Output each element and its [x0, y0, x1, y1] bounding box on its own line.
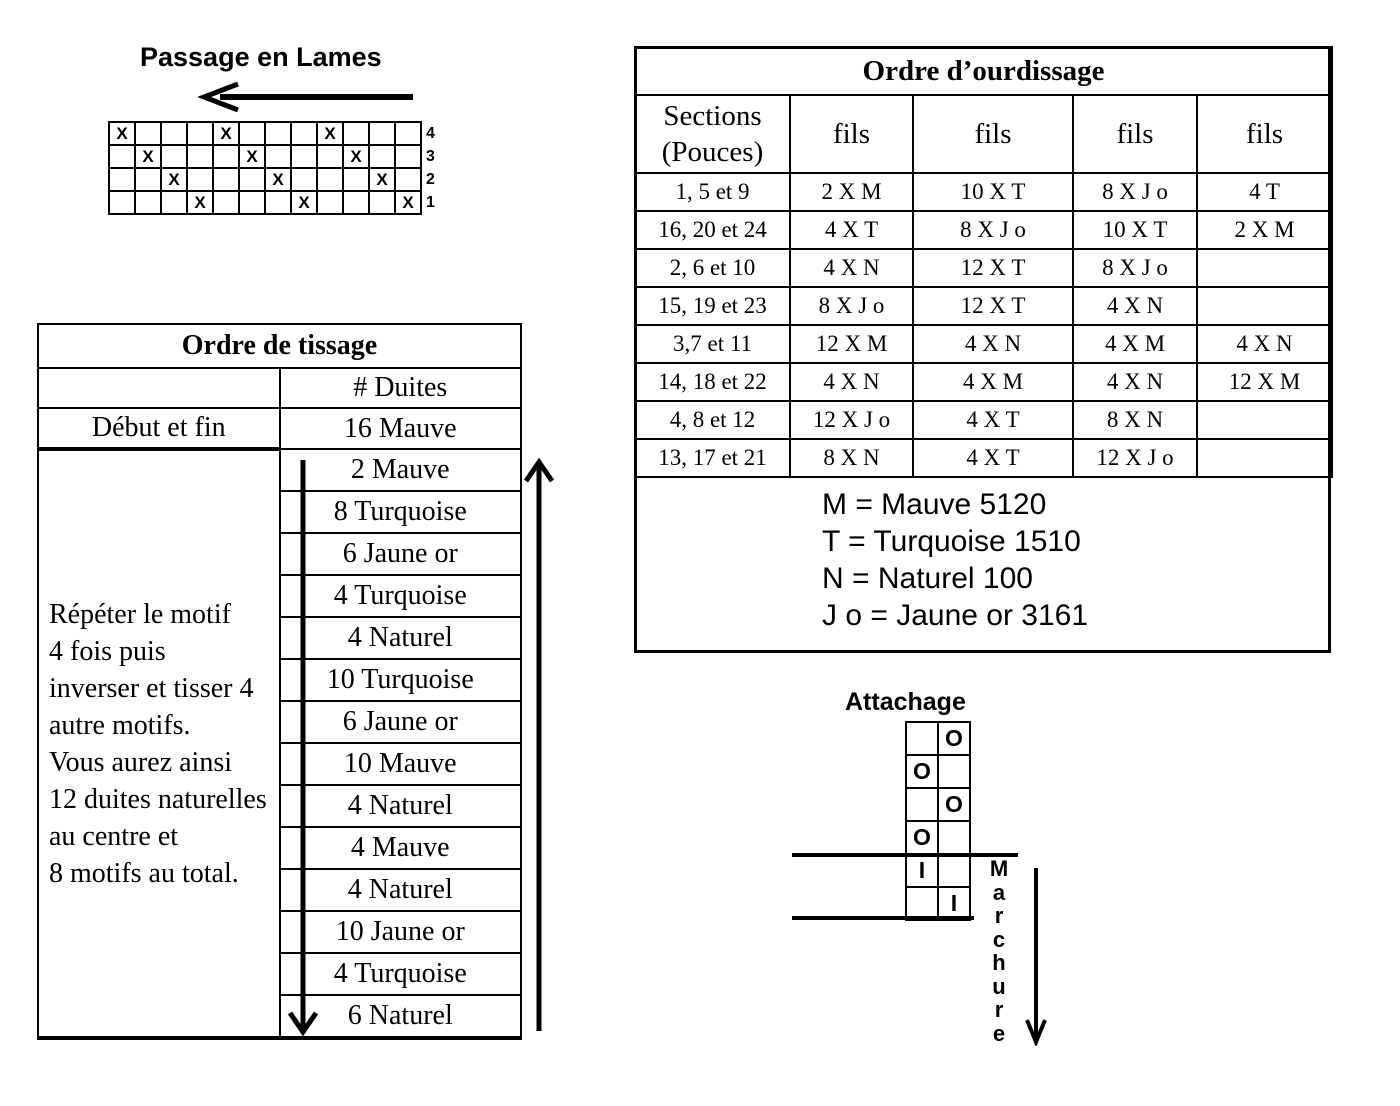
threads-header: fils: [1073, 95, 1197, 173]
threading-cell: X: [187, 191, 213, 214]
warping-threads-cell: 4 X M: [1073, 325, 1197, 363]
tieup-cell: O: [906, 755, 938, 788]
threading-cell: [213, 191, 239, 214]
threading-cell: X: [317, 122, 343, 145]
shaft-number: 2: [426, 171, 435, 188]
sections-header-line1: Sections: [663, 100, 762, 132]
repeat-instruction-line: inverser et tisser 4: [49, 672, 254, 704]
threading-cell: X: [369, 168, 395, 191]
tieup-row: [906, 788, 970, 821]
threading-cell: [291, 122, 317, 145]
tieup-row: [906, 854, 970, 887]
tieup-cell: [906, 722, 938, 755]
threading-cell: [109, 191, 135, 214]
repeat-instruction-line: Vous aurez ainsi: [49, 746, 232, 778]
warping-threads-cell: 10 X T: [1073, 211, 1197, 249]
threading-row: [109, 191, 449, 214]
warping-threads-cell: 2 X M: [1197, 211, 1332, 249]
warping-threads-cell: 4 X N: [790, 363, 913, 401]
legend-item: J o = Jaune or 3161: [822, 599, 1089, 632]
sections-header: [635, 95, 790, 173]
weaving-order-title: Ordre de tissage: [38, 324, 521, 368]
threading-cell: [265, 191, 291, 214]
warping-threads-cell: [1197, 287, 1332, 325]
repeat-down-arrow-icon: [285, 458, 321, 1038]
warping-threads-cell: 8 X J o: [1073, 249, 1197, 287]
warping-threads-cell: 2 X M: [790, 173, 913, 211]
warping-row: [635, 173, 1332, 211]
warping-threads-cell: 4 X T: [790, 211, 913, 249]
warping-threads-cell: 12 X J o: [790, 401, 913, 439]
repeat-instructions: [38, 449, 280, 1038]
warping-section-cell: 4, 8 et 12: [635, 401, 790, 439]
repeat-instruction-line: 4 fois puis: [49, 635, 166, 667]
warping-section-cell: 16, 20 et 24: [635, 211, 790, 249]
tieup-row: [906, 755, 970, 788]
weaving-sequence-cell: 4 Naturel: [280, 869, 522, 911]
threading-cell: [369, 122, 395, 145]
threading-cell: X: [213, 122, 239, 145]
tieup-title: Attachage: [845, 688, 966, 716]
threads-header: fils: [913, 95, 1073, 173]
warping-section-cell: 14, 18 et 22: [635, 363, 790, 401]
color-legend: [822, 486, 1088, 634]
threading-cell: [109, 168, 135, 191]
warping-row: [635, 249, 1332, 287]
warping-threads-cell: 4 X N: [913, 325, 1073, 363]
warping-row: [635, 401, 1332, 439]
threading-row: [109, 145, 449, 168]
threading-cell: X: [161, 168, 187, 191]
warping-order-table: [634, 46, 1333, 478]
tieup-row: [906, 821, 970, 854]
threading-cell: X: [239, 145, 265, 168]
threading-cell: X: [343, 145, 369, 168]
threading-title: Passage en Lames: [140, 42, 382, 72]
threading-cell: [239, 122, 265, 145]
tieup-cell: I: [906, 854, 938, 887]
warping-threads-cell: 12 X T: [913, 287, 1073, 325]
threading-cell: [395, 168, 421, 191]
sections-header-line2: (Pouces): [661, 136, 764, 168]
weaving-sequence-cell: 4 Naturel: [280, 617, 522, 659]
start-end-value: 16 Mauve: [280, 408, 522, 449]
tieup-cell: O: [938, 722, 970, 755]
warping-threads-cell: 12 X M: [1197, 363, 1332, 401]
threading-cell: [239, 191, 265, 214]
threading-cell: [187, 145, 213, 168]
warping-threads-cell: [1197, 249, 1332, 287]
warping-threads-cell: 8 X N: [1073, 401, 1197, 439]
threading-cell: [135, 191, 161, 214]
threading-cell: X: [265, 168, 291, 191]
warping-threads-cell: 8 X J o: [913, 211, 1073, 249]
warping-threads-cell: 12 X M: [790, 325, 913, 363]
repeat-up-arrow-icon: [522, 455, 558, 1035]
weaving-sequence-cell: 4 Turquoise: [280, 953, 522, 995]
warping-threads-cell: 4 X N: [1073, 363, 1197, 401]
warping-threads-cell: 8 X J o: [1073, 173, 1197, 211]
repeat-instruction-line: au centre et: [49, 820, 179, 852]
threading-cell: [161, 145, 187, 168]
repeat-instruction-line: autre motifs.: [49, 709, 191, 741]
repeat-instruction-line: 12 duites naturelles: [49, 783, 267, 815]
threading-cell: [317, 168, 343, 191]
shaft-number: 4: [426, 125, 435, 142]
tieup-bottom-line: [792, 916, 974, 920]
tieup-cell: [938, 755, 970, 788]
threading-cell: [265, 122, 291, 145]
warping-section-cell: 1, 5 et 9: [635, 173, 790, 211]
repeat-instruction-line: 8 motifs au total.: [49, 857, 239, 889]
warping-threads-cell: 4 X T: [913, 401, 1073, 439]
threading-cell: [343, 122, 369, 145]
shaft-number: 3: [426, 148, 435, 165]
threading-cell: [239, 168, 265, 191]
warping-row: [635, 325, 1332, 363]
warping-threads-cell: 4 X M: [913, 363, 1073, 401]
treadling-label: [986, 857, 1012, 1045]
threading-cell: [161, 191, 187, 214]
threading-cell: [213, 168, 239, 191]
start-end-label: Début et fin: [38, 408, 280, 449]
threading-direction-arrow-icon: [198, 82, 418, 112]
treadling-down-arrow-icon: [1024, 866, 1048, 1046]
treadling-letter: M: [989, 856, 1009, 881]
picks-header: # Duites: [280, 368, 522, 408]
tieup-cell: [906, 788, 938, 821]
weaving-order-table: [37, 323, 522, 1040]
tieup-grid: [905, 721, 971, 921]
warping-section-cell: 13, 17 et 21: [635, 439, 790, 477]
weaving-sequence-cell: 10 Jaune or: [280, 911, 522, 953]
tieup-cell: [938, 854, 970, 887]
threading-cell: [343, 168, 369, 191]
weaving-sequence-row: [38, 449, 521, 491]
threading-cell: [395, 122, 421, 145]
threading-cell: [369, 145, 395, 168]
tieup-cell: [938, 821, 970, 854]
treadling-letter: c: [992, 926, 1006, 952]
threads-header: fils: [1197, 95, 1332, 173]
threading-cell: [291, 168, 317, 191]
warping-threads-cell: 4 X N: [1197, 325, 1332, 363]
warping-row: [635, 363, 1332, 401]
threading-cell: [343, 191, 369, 214]
warping-threads-cell: 8 X N: [790, 439, 913, 477]
threading-cell: X: [395, 191, 421, 214]
weaving-header-blank: [38, 368, 280, 408]
repeat-instruction-line: Répéter le motif: [49, 598, 231, 630]
warping-section-cell: 15, 19 et 23: [635, 287, 790, 325]
treadling-letter: e: [992, 1020, 1006, 1046]
threading-row: [109, 122, 449, 145]
weaving-sequence-cell: 6 Jaune or: [280, 533, 522, 575]
warping-threads-cell: [1197, 439, 1332, 477]
threading-cell: [395, 145, 421, 168]
weaving-sequence-cell: 4 Turquoise: [280, 575, 522, 617]
treadling-letter: u: [992, 973, 1006, 999]
threading-cell: [135, 168, 161, 191]
tieup-cell: O: [938, 788, 970, 821]
threading-cell: [265, 145, 291, 168]
warping-row: [635, 439, 1332, 477]
warping-threads-cell: 4 X N: [790, 249, 913, 287]
warping-row: [635, 287, 1332, 325]
threading-cell: X: [135, 145, 161, 168]
weaving-sequence-cell: 6 Jaune or: [280, 701, 522, 743]
shaft-number: 1: [426, 194, 435, 211]
warping-threads-cell: 4 X T: [913, 439, 1073, 477]
warping-section-cell: 2, 6 et 10: [635, 249, 790, 287]
warping-threads-cell: 12 X J o: [1073, 439, 1197, 477]
weaving-sequence-cell: 4 Naturel: [280, 785, 522, 827]
warping-threads-cell: 12 X T: [913, 249, 1073, 287]
warping-threads-cell: [1197, 401, 1332, 439]
threading-cell: [109, 145, 135, 168]
threading-cell: [369, 191, 395, 214]
weaving-sequence-cell: 2 Mauve: [280, 449, 522, 491]
threading-cell: [213, 145, 239, 168]
weaving-sequence-cell: 4 Mauve: [280, 827, 522, 869]
warping-order-title: Ordre d’ourdissage: [635, 47, 1332, 95]
threading-cell: [187, 168, 213, 191]
threading-cell: [187, 122, 213, 145]
threading-cell: X: [291, 191, 317, 214]
threading-cell: [291, 145, 317, 168]
tieup-divider-line: [792, 853, 1018, 857]
legend-item: T = Turquoise 1510: [822, 525, 1081, 558]
warping-threads-cell: 4 T: [1197, 173, 1332, 211]
threading-cell: [317, 191, 343, 214]
tieup-cell: I: [938, 887, 970, 920]
warping-threads-cell: 4 X N: [1073, 287, 1197, 325]
weaving-sequence-cell: 10 Turquoise: [280, 659, 522, 701]
threading-grid: [108, 121, 450, 215]
treadling-letter: h: [992, 950, 1006, 975]
threading-row: [109, 168, 449, 191]
weaving-sequence-cell: 6 Naturel: [280, 995, 522, 1038]
warping-threads-cell: 10 X T: [913, 173, 1073, 211]
treadling-letter: r: [994, 997, 1004, 1022]
weaving-sequence-cell: 8 Turquoise: [280, 491, 522, 533]
threading-cell: X: [109, 122, 135, 145]
threading-cell: [135, 122, 161, 145]
warping-row: [635, 211, 1332, 249]
tieup-cell: O: [906, 821, 938, 854]
treadling-letter: r: [994, 903, 1004, 928]
treadling-letter: a: [992, 879, 1006, 905]
warping-threads-cell: 8 X J o: [790, 287, 913, 325]
threads-header: fils: [790, 95, 913, 173]
weaving-sequence-cell: 10 Mauve: [280, 743, 522, 785]
legend-item: M = Mauve 5120: [822, 488, 1047, 521]
threading-cell: [317, 145, 343, 168]
tieup-row: [906, 722, 970, 755]
warping-section-cell: 3,7 et 11: [635, 325, 790, 363]
legend-item: N = Naturel 100: [822, 562, 1033, 595]
threading-cell: [161, 122, 187, 145]
